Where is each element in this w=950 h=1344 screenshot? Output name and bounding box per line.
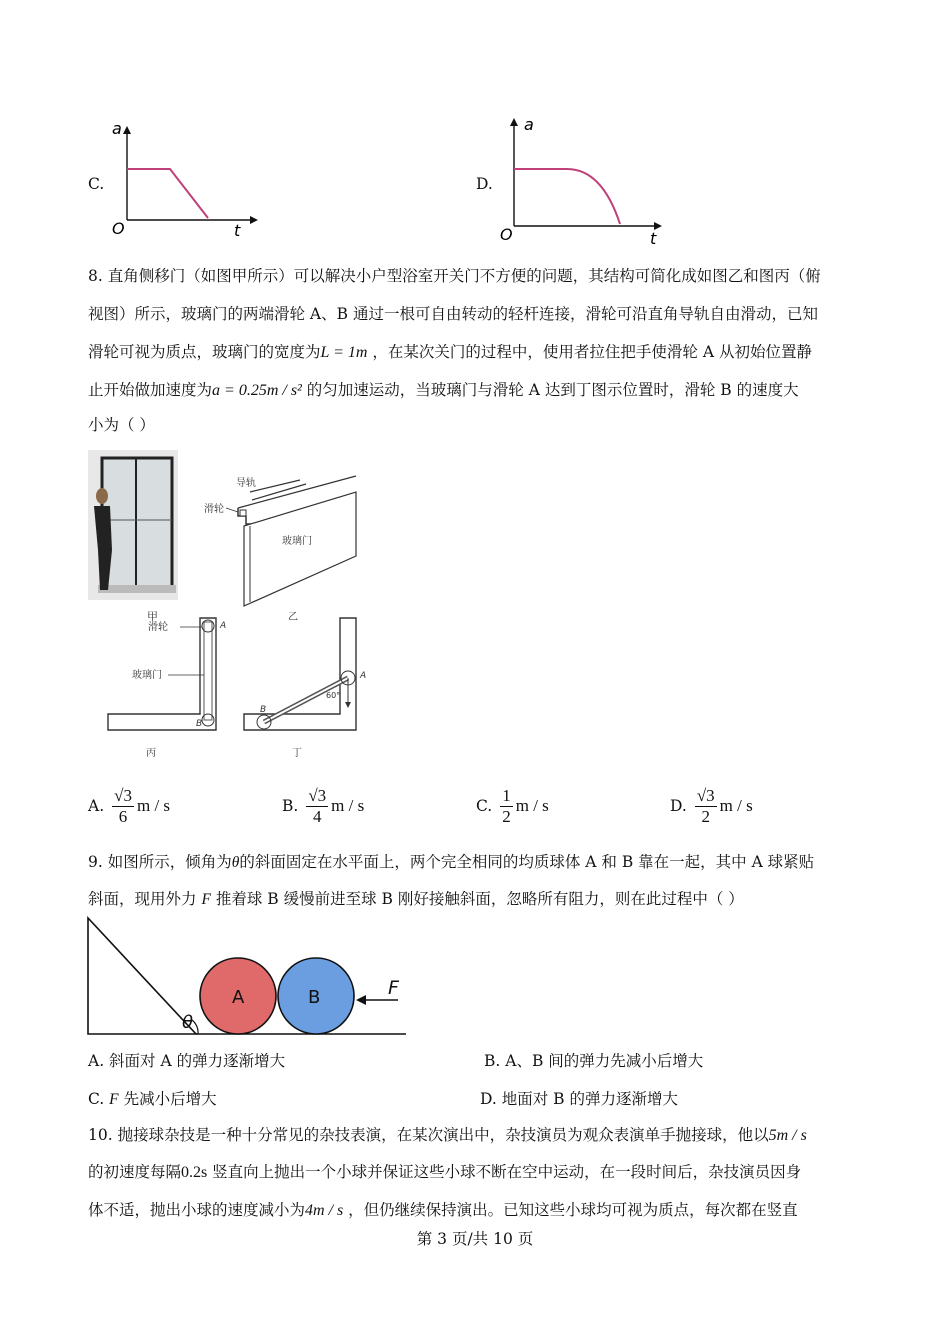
bing-label-b: B — [196, 719, 203, 729]
q8-option-d[interactable] — [670, 784, 753, 828]
q8-option-b[interactable] — [282, 784, 364, 828]
q8-line-2: 视图）所示，玻璃门的两端滑轮 A、B 通过一根可自由转动的轻杆连接，滑轮可沿直角导轨自由滑动，已知 — [88, 305, 818, 323]
ding-angle: 60° — [326, 691, 341, 700]
label-bing: 丙 — [146, 748, 156, 759]
q8-option-d-den: 2 — [701, 806, 710, 826]
figure-ding — [240, 612, 370, 762]
q8-option-b-label: B. — [282, 797, 299, 815]
q8-option-d-num: √3 — [696, 785, 715, 805]
q9-figure — [86, 916, 416, 1040]
q8-line-1: 8. 直角侧移门（如图甲所示）可以解决小户型浴室开关门不方便的问题，其结构可简化成如图乙和图丙（俯 — [88, 267, 821, 285]
bing-label-a: A — [220, 621, 227, 631]
q8-option-c-label: C. — [476, 797, 493, 815]
ding-label-a: A — [360, 671, 367, 681]
graph-c-t-label: t — [234, 221, 241, 240]
q8-option-a-label: A. — [88, 797, 105, 815]
q8-option-c-unit: m / s — [515, 796, 549, 815]
q9-option-d[interactable]: D. 地面对 B 的弹力逐渐增大 — [480, 1090, 678, 1108]
label-glass-door: 玻璃门 — [282, 536, 312, 547]
q10-line-1-a: 10. 抛接球杂技是一种十分常见的杂技表演，在某次演出中，杂技演员为观众表演单手抛接球，他以 — [88, 1126, 769, 1144]
q8-option-b-unit: m / s — [331, 796, 365, 815]
ding-label-b: B — [260, 705, 267, 715]
graph-c-t-arrow — [250, 216, 258, 224]
option-c-label: C. — [88, 175, 105, 193]
q9-option-c-f: F — [109, 1091, 119, 1108]
q8-line-4-a: 止开始做加速度为 — [88, 381, 213, 399]
q8-line-3-b: ，在某次关门的过程中，使用者拉住把手使滑轮 A 从初始位置静 — [367, 343, 812, 361]
q9-force-symbol: F — [201, 891, 211, 908]
q8-option-c-frac — [500, 786, 513, 827]
angle-label: θ — [182, 1012, 194, 1033]
ball-a-label: A — [232, 987, 245, 1008]
graph-d-a-label: a — [524, 115, 534, 134]
q10-line-3-b: ，但仍继续保持演出。已知这些小球均可视为质点，每次都在竖直 — [343, 1201, 798, 1219]
q8-line-4 — [88, 379, 799, 402]
q8-option-d-label: D. — [670, 797, 687, 815]
q10-line-2-a: 的初速度每隔 — [88, 1163, 182, 1181]
label-jia: 甲 — [147, 610, 158, 623]
q9-line-2-b: 推着球 B 缓慢前进至球 B 刚好接触斜面，忽略所有阻力，则在此过程中（ ） — [210, 890, 744, 908]
photo-jia — [88, 450, 178, 600]
q8-option-c-den: 2 — [502, 806, 511, 826]
figure-bing — [100, 612, 230, 762]
q10-speed-1: 5m / s — [768, 1127, 807, 1144]
graph-d — [492, 112, 672, 248]
label-yi: 乙 — [288, 612, 298, 620]
q10-line-2 — [88, 1161, 801, 1184]
q8-option-b-frac — [306, 786, 328, 827]
q8-option-a-unit: m / s — [136, 796, 171, 815]
q8-option-c[interactable] — [476, 784, 549, 828]
bing-rail — [108, 618, 216, 730]
graph-d-curve — [514, 169, 620, 224]
q8-option-d-unit: m / s — [719, 796, 753, 815]
graph-c-origin: O — [112, 219, 125, 238]
q9-line-1-b: 的斜面固定在水平面上，两个完全相同的均质球体 A 和 B 靠在一起，其中 A 球紧贴 — [239, 853, 815, 871]
force-label: F — [388, 977, 399, 999]
q8-line-5: 小为（ ） — [88, 416, 155, 434]
q8-line-4-b: 的匀加速运动，当玻璃门与滑轮 A 达到丁图示位置时，滑轮 B 的速度大 — [301, 381, 799, 399]
q9-option-c[interactable] — [88, 1088, 217, 1111]
q8-option-c-num: 1 — [502, 785, 511, 805]
q9-theta: θ — [231, 854, 240, 871]
q8-option-d-frac — [695, 786, 717, 827]
bing-glass-door — [204, 622, 212, 720]
ball-b-label: B — [308, 987, 321, 1008]
page-footer: 第 3 页/共 10 页 — [416, 1230, 534, 1248]
graph-d-a-arrow — [510, 118, 518, 126]
q9-option-a[interactable]: A. 斜面对 A 的弹力逐渐增大 — [88, 1052, 286, 1070]
label-ding: 丁 — [292, 748, 302, 759]
graph-c-a-label: a — [112, 119, 122, 138]
graph-d-origin: O — [500, 225, 513, 244]
label-rail: 导轨 — [236, 478, 256, 489]
q10-line-3-a: 体不适，抛出小球的速度减小为 — [88, 1201, 306, 1219]
q10-line-2-b: 竖直向上抛出一个小球并保证这些小球不断在空中运动，在一段时间后，杂技演员因身 — [207, 1163, 802, 1181]
q9-line-1-a: 9. 如图所示，倾角为 — [88, 853, 232, 871]
q10-line-1 — [88, 1124, 807, 1147]
q8-option-a-frac — [112, 786, 134, 827]
bing-label-door: 玻璃门 — [132, 670, 162, 681]
q9-option-c-b: 先减小后增大 — [118, 1090, 217, 1108]
graph-c — [100, 118, 260, 240]
q9-option-b[interactable]: B. A、B 间的弹力先减小后增大 — [484, 1052, 704, 1070]
bing-label-pulley: 滑轮 — [148, 622, 168, 633]
figure-yi — [190, 470, 370, 620]
person-head — [96, 488, 108, 504]
option-d-label: D. — [476, 175, 493, 193]
q10-speed-2: 4m / s — [305, 1202, 344, 1219]
graph-c-curve — [127, 169, 208, 218]
q9-line-2-a: 斜面，现用外力 — [88, 890, 202, 908]
q9-incline — [88, 918, 196, 1034]
q8-option-b-num: √3 — [308, 785, 327, 805]
glass-door-panel — [244, 492, 356, 606]
q9-line-2 — [88, 888, 744, 911]
q8-option-b-den: 4 — [313, 806, 322, 826]
q8-option-a[interactable] — [88, 784, 170, 828]
q8-width-expr: L = 1m — [320, 344, 368, 361]
q9-line-1 — [88, 851, 814, 874]
q8-line-3 — [88, 341, 812, 364]
label-pulley: 滑轮 — [204, 504, 224, 515]
q8-option-a-den: 6 — [118, 806, 128, 826]
q10-line-3 — [88, 1199, 798, 1222]
q8-accel-expr: a = 0.25m / s² — [212, 382, 302, 399]
q9-option-c-a: C. — [88, 1090, 110, 1108]
q8-line-3-a: 滑轮可视为质点，玻璃门的宽度为 — [88, 343, 321, 361]
q8-option-a-num: √3 — [114, 785, 132, 805]
graph-d-t-label: t — [650, 229, 657, 248]
q10-interval: 0.2s — [181, 1164, 208, 1181]
graph-c-a-arrow — [123, 126, 131, 134]
